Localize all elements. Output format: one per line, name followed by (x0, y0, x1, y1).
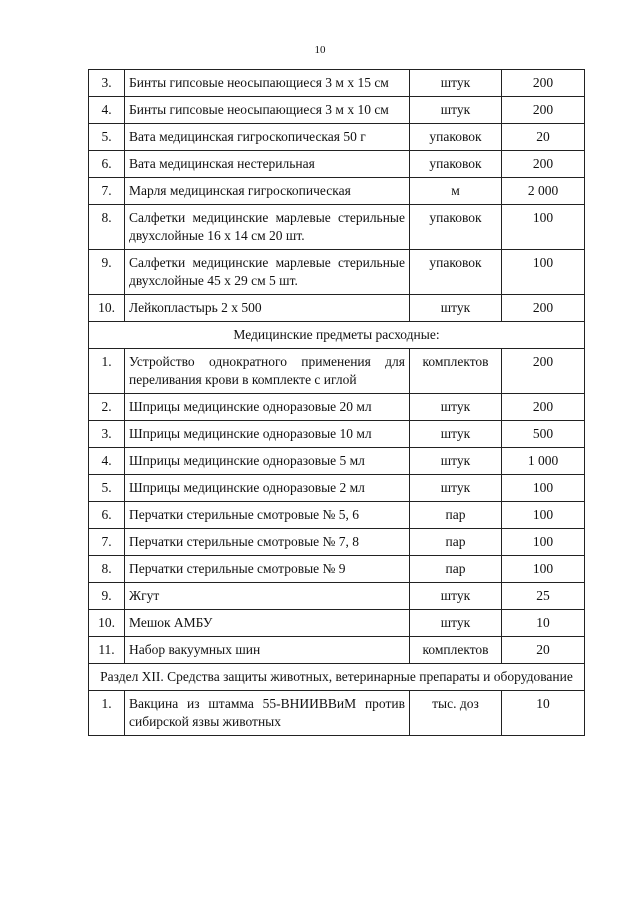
item-name: Шприцы медицинские одноразовые 5 мл (125, 448, 410, 475)
table-row (89, 475, 585, 502)
item-quantity: 100 (502, 529, 585, 556)
item-name: Салфетки медицинские марлевые стерильные двухслойные 16 х 14 см 20 шт. (125, 205, 410, 250)
item-quantity: 200 (502, 70, 585, 97)
item-name: Перчатки стерильные смотровые № 5, 6 (125, 502, 410, 529)
table-row (89, 70, 585, 97)
item-unit: пар (410, 556, 502, 583)
page-number: 10 (314, 44, 326, 56)
item-number: 10. (89, 610, 125, 637)
item-name: Вакцина из штамма 55-ВНИИВВиМ против сибирской язвы животных (125, 691, 410, 736)
item-number: 9. (89, 583, 125, 610)
table-row (89, 394, 585, 421)
item-unit: штук (410, 583, 502, 610)
table-row (89, 421, 585, 448)
item-quantity: 20 (502, 124, 585, 151)
item-name: Перчатки стерильные смотровые № 9 (125, 556, 410, 583)
item-unit: штук (410, 475, 502, 502)
item-name: Марля медицинская гигроскопическая (125, 178, 410, 205)
item-quantity: 200 (502, 97, 585, 124)
table-row (89, 349, 585, 394)
table-row (89, 556, 585, 583)
supplies-table-body (89, 70, 585, 736)
item-unit: упаковок (410, 205, 502, 250)
item-number: 1. (89, 691, 125, 736)
item-quantity: 10 (502, 610, 585, 637)
item-quantity: 200 (502, 394, 585, 421)
item-unit: пар (410, 529, 502, 556)
item-number: 8. (89, 556, 125, 583)
item-unit: комплектов (410, 349, 502, 394)
item-number: 3. (89, 421, 125, 448)
item-unit: комплектов (410, 637, 502, 664)
item-number: 1. (89, 349, 125, 394)
item-quantity: 20 (502, 637, 585, 664)
item-number: 5. (89, 124, 125, 151)
supplies-table (88, 69, 585, 736)
item-number: 11. (89, 637, 125, 664)
item-quantity: 10 (502, 691, 585, 736)
table-row (89, 151, 585, 178)
item-number: 8. (89, 205, 125, 250)
item-unit: пар (410, 502, 502, 529)
item-unit: м (410, 178, 502, 205)
item-unit: штук (410, 448, 502, 475)
table-row (89, 529, 585, 556)
table-row (89, 583, 585, 610)
item-number: 4. (89, 97, 125, 124)
item-name: Мешок АМБУ (125, 610, 410, 637)
item-number: 5. (89, 475, 125, 502)
item-name: Устройство однократного применения для переливания крови в комплекте с иглой (125, 349, 410, 394)
item-name: Вата медицинская гигроскопическая 50 г (125, 124, 410, 151)
item-name: Бинты гипсовые неосыпающиеся 3 м х 10 см (125, 97, 410, 124)
item-quantity: 200 (502, 295, 585, 322)
section-header-row (89, 322, 585, 349)
item-unit: упаковок (410, 124, 502, 151)
item-number: 4. (89, 448, 125, 475)
item-name: Набор вакуумных шин (125, 637, 410, 664)
item-unit: штук (410, 295, 502, 322)
item-unit: упаковок (410, 151, 502, 178)
section-title: Медицинские предметы расходные: (89, 322, 585, 349)
item-quantity: 200 (502, 151, 585, 178)
table-row (89, 97, 585, 124)
section-title: Раздел XII. Средства защиты животных, ветеринарные препараты и оборудование (89, 664, 585, 691)
item-name: Перчатки стерильные смотровые № 7, 8 (125, 529, 410, 556)
item-number: 6. (89, 151, 125, 178)
item-quantity: 100 (502, 250, 585, 295)
table-row (89, 637, 585, 664)
item-name: Лейкопластырь 2 х 500 (125, 295, 410, 322)
item-number: 9. (89, 250, 125, 295)
item-name: Шприцы медицинские одноразовые 10 мл (125, 421, 410, 448)
item-name: Вата медицинская нестерильная (125, 151, 410, 178)
item-quantity: 100 (502, 205, 585, 250)
item-unit: тыс. доз (410, 691, 502, 736)
item-unit: упаковок (410, 250, 502, 295)
item-quantity: 100 (502, 475, 585, 502)
table-row (89, 448, 585, 475)
table-row (89, 250, 585, 295)
item-quantity: 2 000 (502, 178, 585, 205)
table-row (89, 610, 585, 637)
item-quantity: 25 (502, 583, 585, 610)
item-quantity: 500 (502, 421, 585, 448)
item-quantity: 100 (502, 502, 585, 529)
item-unit: штук (410, 610, 502, 637)
item-name: Шприцы медицинские одноразовые 20 мл (125, 394, 410, 421)
item-name: Бинты гипсовые неосыпающиеся 3 м х 15 см (125, 70, 410, 97)
item-number: 2. (89, 394, 125, 421)
item-number: 7. (89, 529, 125, 556)
item-number: 10. (89, 295, 125, 322)
table-row (89, 691, 585, 736)
table-row (89, 295, 585, 322)
item-number: 3. (89, 70, 125, 97)
table-row (89, 124, 585, 151)
item-unit: штук (410, 421, 502, 448)
item-name: Салфетки медицинские марлевые стерильные двухслойные 45 х 29 см 5 шт. (125, 250, 410, 295)
table-row (89, 178, 585, 205)
item-unit: штук (410, 394, 502, 421)
item-number: 7. (89, 178, 125, 205)
item-number: 6. (89, 502, 125, 529)
item-unit: штук (410, 70, 502, 97)
table-row (89, 205, 585, 250)
section-header-row (89, 664, 585, 691)
item-unit: штук (410, 97, 502, 124)
item-quantity: 200 (502, 349, 585, 394)
item-quantity: 100 (502, 556, 585, 583)
item-name: Жгут (125, 583, 410, 610)
item-quantity: 1 000 (502, 448, 585, 475)
table-row (89, 502, 585, 529)
item-name: Шприцы медицинские одноразовые 2 мл (125, 475, 410, 502)
